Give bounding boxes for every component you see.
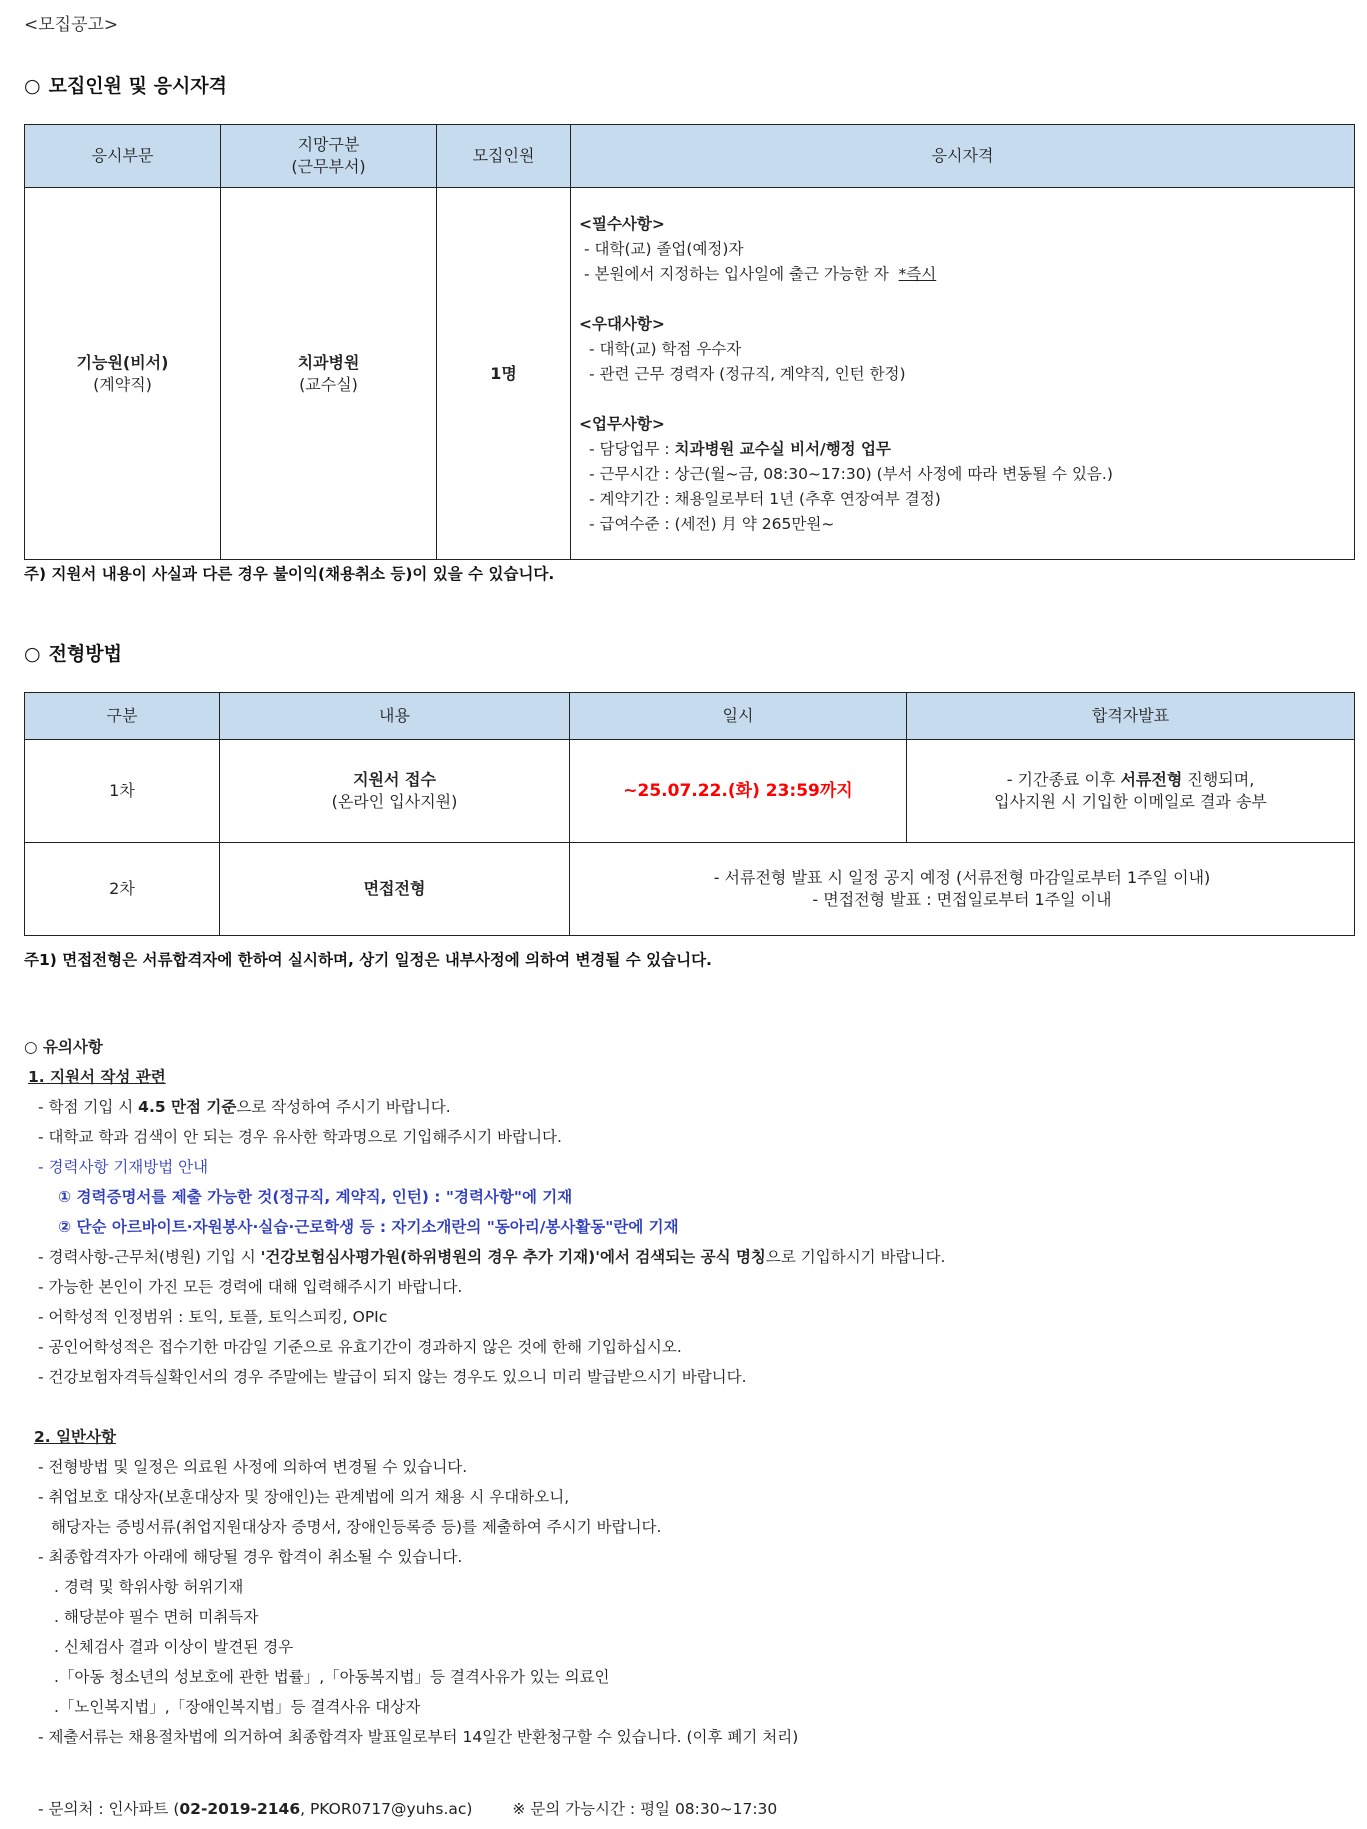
caution-line: .「아동 청소년의 성보호에 관한 법률」,「아동복지법」등 결격사유가 있는 의료인: [54, 1668, 610, 1686]
circle-bullet-icon: ○: [24, 75, 41, 97]
recruitment-row: [25, 188, 1355, 560]
section-heading-selection: ○ 전형방법: [24, 643, 123, 665]
content-cell: 면접전형: [220, 843, 570, 936]
caution-line: ② 단순 아르바이트·자원봉사·실습·근로학생 등 : 자기소개란의 "동아리/봉사활동"란에 기재: [58, 1218, 679, 1236]
caution-line: - 전형방법 및 일정은 의료원 사정에 의하여 변경될 수 있습니다.: [38, 1458, 468, 1476]
header-qualification: 응시자격: [571, 125, 1355, 188]
count-cell: 1명: [437, 188, 571, 560]
header-result: 합격자발표: [907, 693, 1355, 740]
contact-phone: 02-2019-2146: [179, 1800, 301, 1818]
caution-line: - 경력사항-근무처(병원) 기입 시 '건강보험심사평가원(하위병원의 경우 추가 기재)'에서 검색되는 공식 명칭으로 기입하시기 바랍니다.: [38, 1248, 946, 1266]
choice-cell: 치과병원 (교수실): [221, 188, 437, 560]
header-count: 모집인원: [437, 125, 571, 188]
subheading-general: 2. 일반사항: [34, 1428, 116, 1446]
dept-cell: 기능원(비서) (계약직): [25, 188, 221, 560]
caution-line: - 건강보험자격득실확인서의 경우 주말에는 발급이 되지 않는 경우도 있으니 미리 발급받으시기 바랍니다.: [38, 1368, 747, 1386]
subheading-application: 1. 지원서 작성 관련: [28, 1068, 166, 1086]
caution-line: - 어학성적 인정범위 : 토익, 토플, 토익스피킹, OPIc: [38, 1308, 388, 1326]
contact-line: - 문의처 : 인사파트 (02-2019-2146, PKOR0717@yuhs.ac) ※ 문의 가능시간 : 평일 08:30~17:30: [38, 1800, 778, 1818]
stage-cell: 2차: [25, 843, 220, 936]
header-dept: 응시부문: [25, 125, 221, 188]
stage-cell: 1차: [25, 740, 220, 843]
caution-line: .「노인복지법」,「장애인복지법」등 결격사유 대상자: [54, 1698, 421, 1716]
contact-email: , PKOR0717@yuhs.ac): [300, 1800, 473, 1818]
caution-line: - 대학교 학과 검색이 안 되는 경우 유사한 학과명으로 기입해주시기 바랍니다.: [38, 1128, 562, 1146]
contact-hours: ※ 문의 가능시간 : 평일 08:30~17:30: [512, 1800, 778, 1818]
qualification-cell: <필수사항> - 대학(교) 졸업(예정)자 - 본원에서 지정하는 입사일에 출근 가능한 자 *즉시 <우대사항> - 대학(교) 학점 우수자 - 관련 근무 경력자 (정규직, 계약직, 인턴 한정) <업무사항> - 담당업무 : 치과병원 교수실 비서/행정 업무 - 근무시간 : 상근(월~금, 08:30~17:30) (부서 사정에 따라 변동될 수 있음.) - 계약기간 : 채용일로부터 1년 (추후 연장여부 결정) - 급여수준 : (세전) 月 약 265만원~: [571, 188, 1355, 560]
caution-line: . 경력 및 학위사항 허위기재: [54, 1578, 244, 1596]
caution-line: . 해당분야 필수 면허 미취득자: [54, 1608, 259, 1626]
recruitment-header-row: [25, 125, 1355, 188]
recruitment-table: [24, 124, 1355, 560]
schedule-cell: - 서류전형 발표 시 일정 공지 예정 (서류전형 마감일로부터 1주일 이내) - 면접전형 발표 : 면접일로부터 1주일 이내: [570, 843, 1355, 936]
deadline-cell: ~25.07.22.(화) 23:59까지: [570, 740, 907, 843]
caution-line: - 취업보호 대상자(보훈대상자 및 장애인)는 관계법에 의거 채용 시 우대하오니,: [38, 1488, 570, 1506]
page-title: <모집공고>: [24, 15, 119, 35]
caution-line: 해당자는 증빙서류(취업지원대상자 증명서, 장애인등록증 등)를 제출하여 주시기 바랍니다.: [51, 1518, 662, 1536]
caution-line: - 경력사항 기재방법 안내: [38, 1158, 209, 1176]
selection-row-2: [25, 843, 1355, 936]
recruitment-notice: [24, 14, 1354, 1818]
section-heading-recruitment: ○ 모집인원 및 응시자격: [24, 75, 228, 97]
result-cell: - 기간종료 이후 서류전형 진행되며, 입사지원 시 기입한 이메일로 결과 송부: [907, 740, 1355, 843]
caution-line: - 최종합격자가 아래에 해당될 경우 합격이 취소될 수 있습니다.: [38, 1548, 463, 1566]
header-stage: 구분: [25, 693, 220, 740]
caution-line: - 공인어학성적은 접수기한 마감일 기준으로 유효기간이 경과하지 않은 것에 한해 기입하십시오.: [38, 1338, 682, 1356]
selection-note: 주1) 면접전형은 서류합격자에 한하여 실시하며, 상기 일정은 내부사정에 의하여 변경될 수 있습니다.: [24, 951, 712, 969]
recruitment-note: 주) 지원서 내용이 사실과 다른 경우 불이익(채용취소 등)이 있을 수 있습니다.: [24, 565, 555, 583]
section-heading-cautions: ○ 유의사항: [24, 1038, 103, 1056]
circle-bullet-icon: ○: [24, 1038, 38, 1056]
caution-line: - 학점 기입 시 4.5 만점 기준으로 작성하여 주시기 바랍니다.: [38, 1098, 451, 1116]
selection-row-1: [25, 740, 1355, 843]
caution-line: - 가능한 본인이 가진 모든 경력에 대해 입력해주시기 바랍니다.: [38, 1278, 463, 1296]
caution-line: ① 경력증명서를 제출 가능한 것(정규직, 계약직, 인턴) : "경력사항"에 기재: [58, 1188, 573, 1206]
caution-line: . 신체검사 결과 이상이 발견된 경우: [54, 1638, 294, 1656]
header-choice: 지망구분 (근무부서): [221, 125, 437, 188]
selection-header-row: [25, 693, 1355, 740]
cautions-section: [24, 1032, 1354, 1824]
circle-bullet-icon: ○: [24, 643, 41, 665]
selection-table: [24, 692, 1355, 936]
header-date: 일시: [570, 693, 907, 740]
header-content: 내용: [220, 693, 570, 740]
content-cell: 지원서 접수 (온라인 입사지원): [220, 740, 570, 843]
caution-line: - 제출서류는 채용절차법에 의거하여 최종합격자 발표일로부터 14일간 반환청구할 수 있습니다. (이후 폐기 처리): [38, 1728, 799, 1746]
